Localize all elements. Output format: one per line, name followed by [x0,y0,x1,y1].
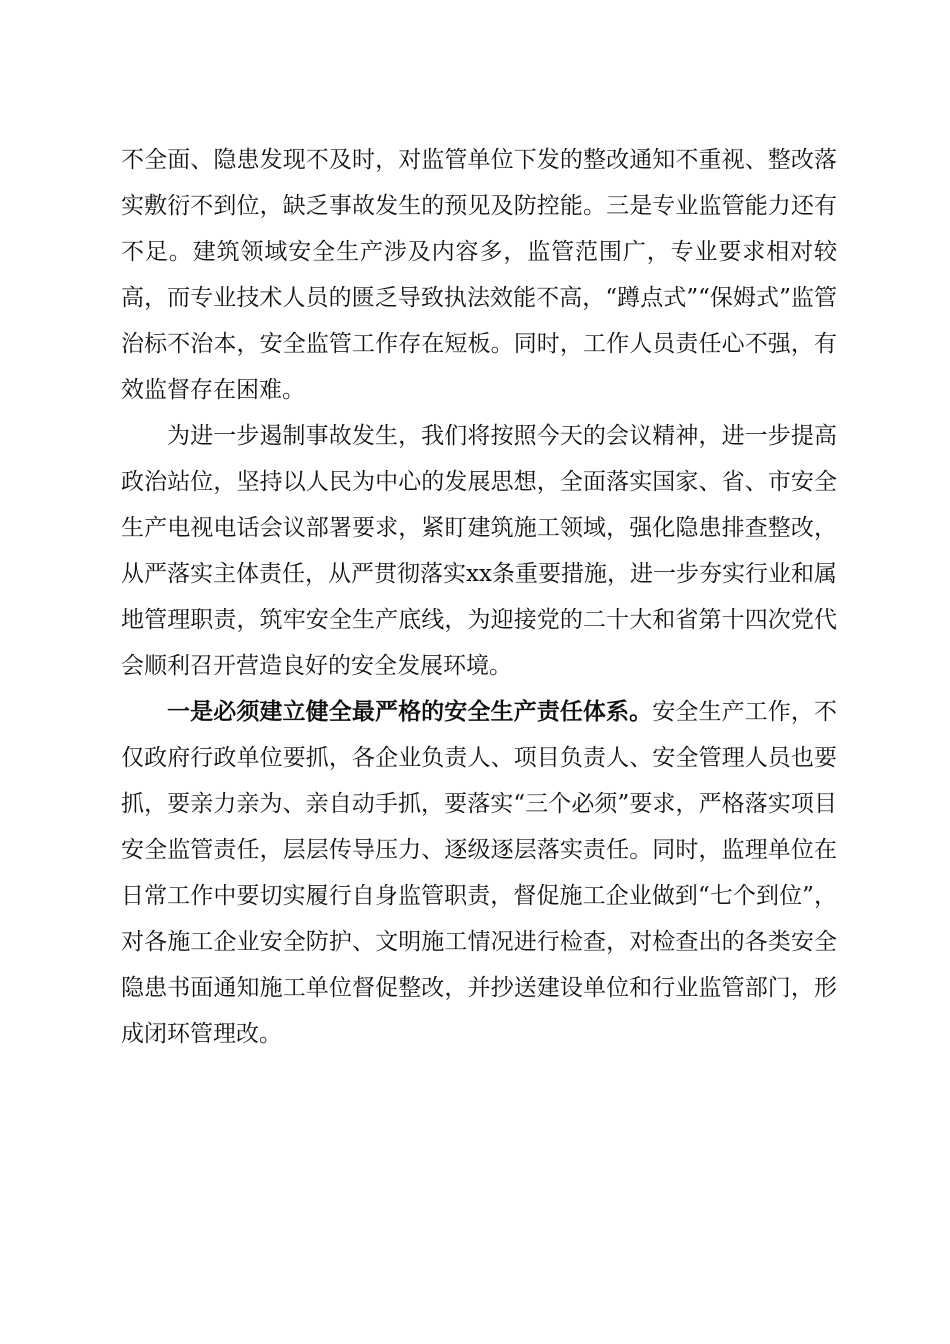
document-body [121,137,837,1057]
paragraph-lead-heading: 一是必须建立健全最严格的安全生产责任体系。 [167,698,653,725]
paragraph-measures-intro [121,413,837,689]
paragraph-continuation [121,137,837,413]
paragraph-responsibility-system [121,689,837,1057]
paragraph-text: 为进一步遏制事故发生，我们将按照今天的会议精神，进一步提高政治站位，坚持以人民为中心的发展思想，全面落实国家、省、市安全生产电视电话会议部署要求，紧盯建筑施工领域，强化隐患排查整改，从严落实主体责任，从严贯彻落实xx条重要措施，进一步夯实行业和属地管理职责，筑牢安全生产底线，为迎接党的二十大和省第十四次党代会顺利召开营造良好的安全发展环境。 [121,423,837,679]
paragraph-text: 安全生产工作，不仅政府行政单位要抓，各企业负责人、项目负责人、安全管理人员也要抓，要亲力亲为、亲自动手抓，要落实“三个必须”要求，严格落实项目安全监管责任，层层传导压力、逐级逐层落实责任。同时，监理单位在日常工作中要切实履行自身监管职责，督促施工企业做到“七个到位”，对各施工企业安全防护、文明施工情况进行检查，对检查出的各类安全隐患书面通知施工单位督促整改，并抄送建设单位和行业监管部门，形成闭环管理改。 [121,699,838,1047]
paragraph-text: 不全面、隐患发现不及时，对监管单位下发的整改通知不重视、整改落实敷衍不到位，缺乏事故发生的预见及防控能。三是专业监管能力还有不足。建筑领域安全生产涉及内容多，监管范围广，专业要求相对较高，而专业技术人员的匮乏导致执法效能不高，“蹲点式”“保姆式”监管治标不治本，安全监管工作存在短板。同时，工作人员责任心不强，有效监督存在困难。 [121,147,837,403]
